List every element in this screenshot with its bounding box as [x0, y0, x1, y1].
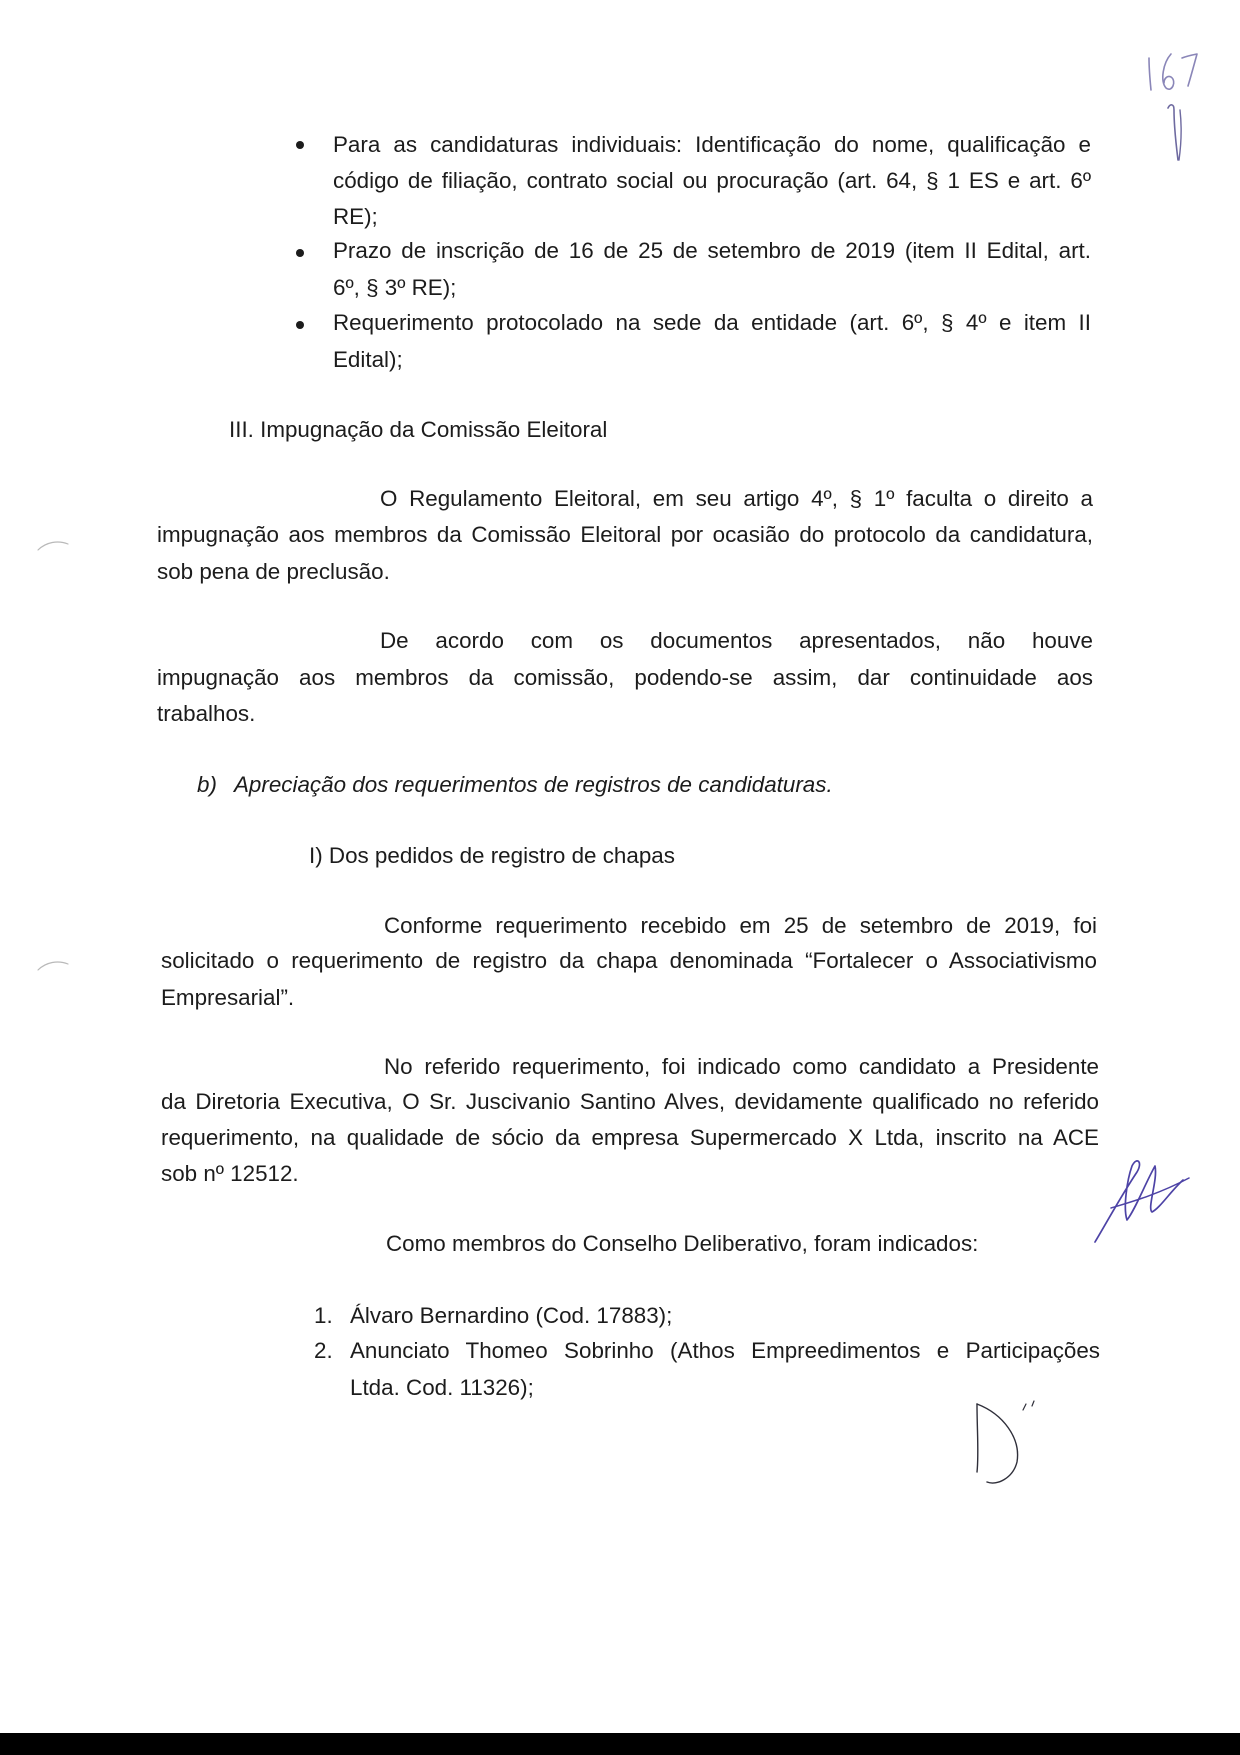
bullet-2-line-1: Prazo de inscrição de 16 de 25 de setembro de 2019 (item II Edital, art.: [333, 238, 1091, 263]
bullet-3-line-2: Edital);: [333, 347, 403, 372]
paragraph-line: sob pena de preclusão.: [157, 559, 390, 584]
bullet-2-line-2: 6º, § 3º RE);: [333, 275, 457, 300]
section-heading: Apreciação dos requerimentos de registros de candidaturas.: [234, 772, 833, 797]
paragraph-line: trabalhos.: [157, 701, 256, 726]
list-item: Álvaro Bernardino (Cod. 17883);: [350, 1303, 673, 1328]
list-number: 2.: [314, 1338, 333, 1363]
bullet-1-line-2: código de filiação, contrato social ou procuração (art. 64, § 1 ES e art. 6º: [333, 168, 1091, 193]
list-item: Anunciato Thomeo Sobrinho (Athos Empreedimentos e Participações: [350, 1338, 1100, 1363]
paragraph-line: da Diretoria Executiva, O Sr. Juscivanio Santino Alves, devidamente qualificado no referido: [161, 1089, 1099, 1114]
scan-bottom-edge: [0, 1733, 1240, 1755]
subsection-heading: I) Dos pedidos de registro de chapas: [309, 843, 675, 868]
scan-mark: [36, 538, 70, 552]
signature-rubric: [1085, 1150, 1195, 1250]
bullet-dot: [296, 321, 304, 329]
paragraph-line: Conforme requerimento recebido em 25 de setembro de 2019, foi: [384, 913, 1097, 938]
paragraph-line: impugnação aos membros da Comissão Eleitoral por ocasião do protocolo da candidatura,: [157, 522, 1093, 547]
paragraph-line: O Regulamento Eleitoral, em seu artigo 4º, § 1º faculta o direito a: [380, 486, 1093, 511]
paragraph-line: Empresarial”.: [161, 985, 295, 1010]
paragraph-line: sob nº 12512.: [161, 1161, 299, 1186]
list-item: Ltda. Cod. 11326);: [350, 1375, 534, 1400]
bullet-1-line-1: Para as candidaturas individuais: Identificação do nome, qualificação e: [333, 132, 1091, 157]
initials-mark: [965, 1390, 1045, 1490]
paragraph-line: Como membros do Conselho Deliberativo, foram indicados:: [386, 1231, 979, 1256]
handwritten-page-number-mark: [1140, 48, 1210, 168]
paragraph-line: requerimento, na qualidade de sócio da empresa Supermercado X Ltda, inscrito na ACE: [161, 1125, 1099, 1150]
list-number: 1.: [314, 1303, 333, 1328]
bullet-1-line-3: RE);: [333, 204, 378, 229]
bullet-3-line-1: Requerimento protocolado na sede da entidade (art. 6º, § 4º e item II: [333, 310, 1091, 335]
section-marker: b): [197, 772, 217, 797]
section-heading: III. Impugnação da Comissão Eleitoral: [229, 417, 608, 442]
scan-mark: [36, 958, 70, 972]
paragraph-line: No referido requerimento, foi indicado como candidato a Presidente: [384, 1054, 1099, 1079]
paragraph-line: impugnação aos membros da comissão, podendo-se assim, dar continuidade aos: [157, 665, 1093, 690]
bullet-dot: [296, 249, 304, 257]
paragraph-line: De acordo com os documentos apresentados, não houve: [380, 628, 1093, 653]
bullet-dot: [296, 141, 304, 149]
paragraph-line: solicitado o requerimento de registro da chapa denominada “Fortalecer o Associativismo: [161, 948, 1097, 973]
